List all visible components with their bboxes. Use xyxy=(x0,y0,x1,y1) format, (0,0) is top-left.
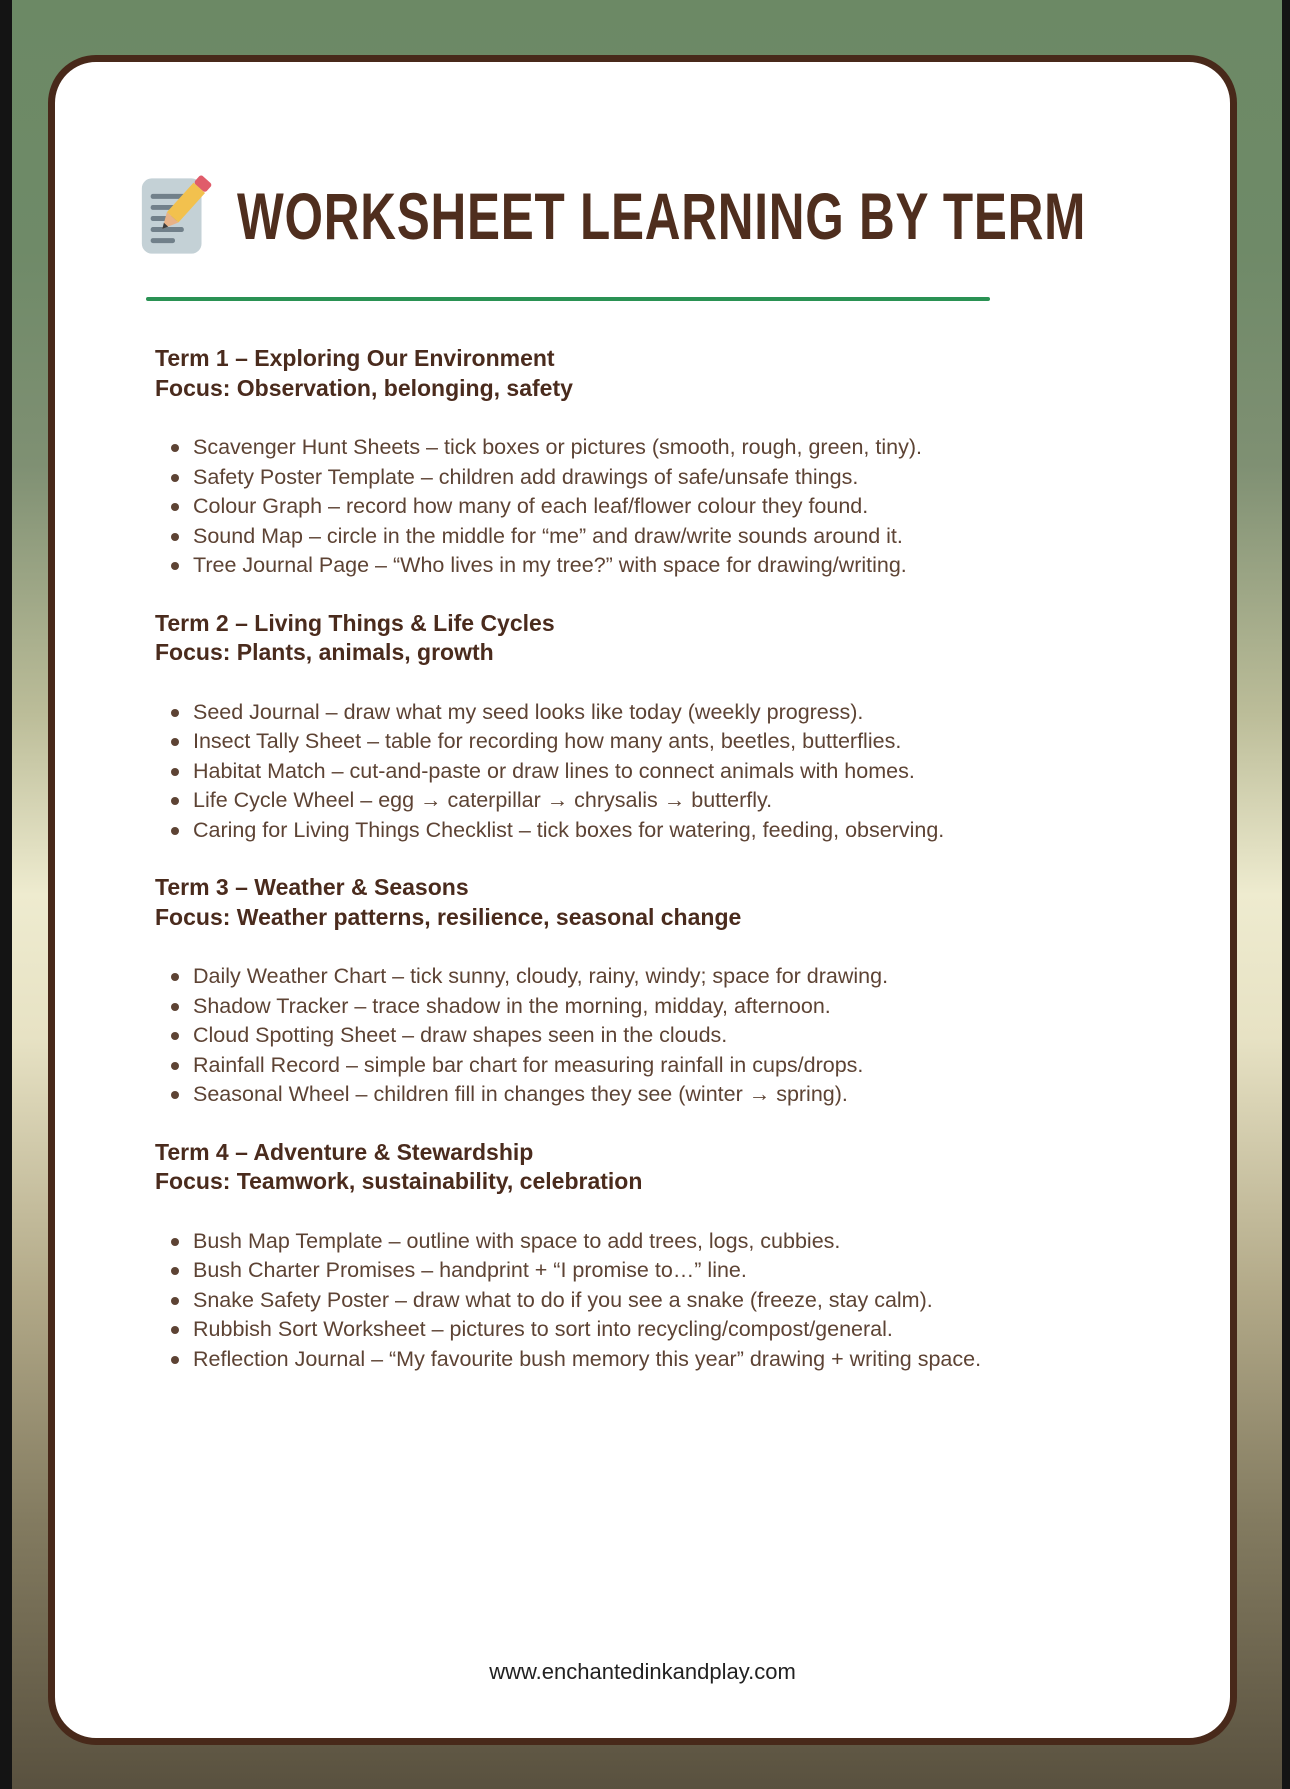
list-item: Scavenger Hunt Sheets – tick boxes or pictures (smooth, rough, green, tiny). xyxy=(155,433,1013,463)
worksheet-list xyxy=(155,962,1013,1110)
memo-pencil-icon xyxy=(135,174,215,258)
term-focus: Focus: Weather patterns, resilience, seasonal change xyxy=(155,903,742,930)
term-section xyxy=(155,873,1013,1110)
title-underline xyxy=(146,297,990,301)
worksheet-list xyxy=(155,433,1013,581)
list-item: Seed Journal – draw what my seed looks like today (weekly progress). xyxy=(155,698,1013,728)
term-focus: Focus: Observation, belonging, safety xyxy=(155,374,573,401)
list-item: Tree Journal Page – “Who lives in my tree?” with space for drawing/writing. xyxy=(155,551,1013,581)
list-item: Caring for Living Things Checklist – tick boxes for watering, feeding, observing. xyxy=(155,816,1013,846)
term-heading: Term 2 – Living Things & Life Cycles xyxy=(155,609,555,636)
term-focus: Focus: Plants, animals, growth xyxy=(155,639,494,665)
list-item: Cloud Spotting Sheet – draw shapes seen in the clouds. xyxy=(155,1021,1013,1051)
page-title: WORKSHEET LEARNING BY TERM xyxy=(237,179,1087,253)
footer-url: www.enchantedinkandplay.com xyxy=(489,1659,796,1684)
list-item: Habitat Match – cut-and-paste or draw lines to connect animals with homes. xyxy=(155,757,1013,787)
worksheet-list xyxy=(155,698,1013,846)
list-item: Sound Map – circle in the middle for “me” and draw/write sounds around it. xyxy=(155,522,1013,552)
term-heading: Term 4 – Adventure & Stewardship xyxy=(155,1138,534,1165)
term-heading: Term 3 – Weather & Seasons xyxy=(155,874,469,900)
list-item: Shadow Tracker – trace shadow in the morning, midday, afternoon. xyxy=(155,992,1013,1022)
list-item: Bush Map Template – outline with space to add trees, logs, cubbies. xyxy=(155,1227,1013,1257)
term-sections xyxy=(155,344,1013,1402)
list-item: Safety Poster Template – children add drawings of safe/unsafe things. xyxy=(155,463,1013,493)
term-section xyxy=(155,609,1013,846)
list-item: Snake Safety Poster – draw what to do if you see a snake (freeze, stay calm). xyxy=(155,1286,1013,1316)
list-item: Life Cycle Wheel – egg → caterpillar → chrysalis → butterfly. xyxy=(155,786,1013,816)
list-item: Rainfall Record – simple bar chart for measuring rainfall in cups/drops. xyxy=(155,1051,1013,1081)
list-item: Colour Graph – record how many of each leaf/flower colour they found. xyxy=(155,492,1013,522)
term-section xyxy=(155,1138,1013,1375)
worksheet-list xyxy=(155,1227,1013,1375)
title-row xyxy=(135,174,1290,258)
term-heading: Term 1 – Exploring Our Environment xyxy=(155,345,555,371)
list-item: Reflection Journal – “My favourite bush memory this year” drawing + writing space. xyxy=(155,1345,1013,1375)
list-item: Rubbish Sort Worksheet – pictures to sort into recycling/compost/general. xyxy=(155,1315,1013,1345)
list-item: Seasonal Wheel – children fill in changes they see (winter → spring). xyxy=(155,1080,1013,1110)
term-focus: Focus: Teamwork, sustainability, celebration xyxy=(155,1168,643,1194)
worksheet-card xyxy=(48,55,1237,1745)
list-item: Insect Tally Sheet – table for recording how many ants, beetles, butterflies. xyxy=(155,727,1013,757)
list-item: Daily Weather Chart – tick sunny, cloudy, rainy, windy; space for drawing. xyxy=(155,962,1013,992)
list-item: Bush Charter Promises – handprint + “I promise to…” line. xyxy=(155,1256,1013,1286)
term-section xyxy=(155,344,1013,581)
